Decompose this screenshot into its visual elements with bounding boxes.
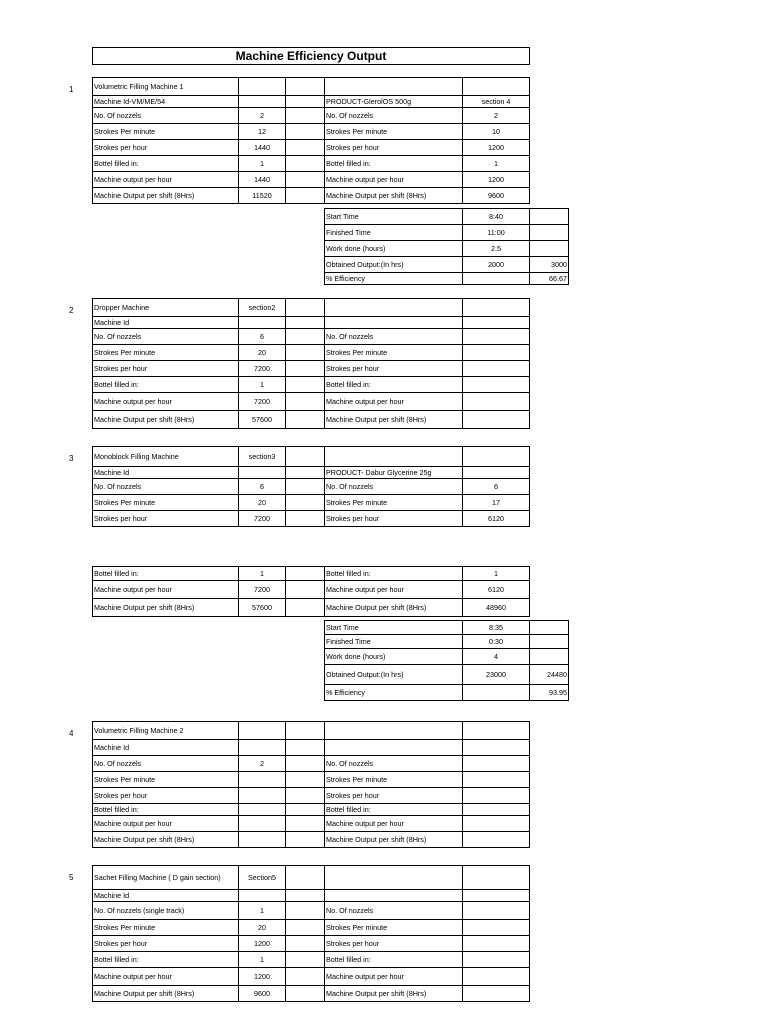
table-row <box>325 665 569 685</box>
table-cell: Strokes per hour <box>93 788 239 804</box>
table-cell <box>286 96 325 108</box>
table-cell <box>463 920 530 936</box>
table-cell: 11520 <box>239 188 286 204</box>
table-cell <box>325 299 463 317</box>
table-cell: 2000 <box>463 257 530 273</box>
table-cell: 1200 <box>463 140 530 156</box>
table-cell <box>239 722 286 740</box>
table-row <box>93 140 530 156</box>
table-cell <box>325 317 463 329</box>
table-cell <box>286 567 325 581</box>
table-cell: Bottel filled in: <box>325 952 463 968</box>
table-cell: Strokes Per minute <box>93 495 239 511</box>
table-row <box>325 621 569 635</box>
table-cell <box>239 890 286 902</box>
table-cell <box>463 685 530 701</box>
table-cell <box>286 920 325 936</box>
table-cell <box>463 804 530 816</box>
table-row <box>93 722 530 740</box>
table-row <box>93 952 530 968</box>
table-cell: 93.95 <box>530 685 569 701</box>
table-cell: % Efficiency <box>325 273 463 285</box>
table-cell: Bottel filled in: <box>93 377 239 393</box>
table-row <box>93 108 530 124</box>
table-cell <box>286 108 325 124</box>
table-cell: Monoblock Filling Machine <box>93 447 239 467</box>
table-cell <box>463 968 530 986</box>
table-cell <box>463 952 530 968</box>
table-cell <box>463 273 530 285</box>
table-cell: 8:40 <box>463 209 530 225</box>
table-cell: Machine output per hour <box>93 581 239 599</box>
table-row <box>93 78 530 96</box>
table-cell: Bottel filled in: <box>93 156 239 172</box>
table-cell <box>286 968 325 986</box>
table-cell: 6120 <box>463 581 530 599</box>
table-row <box>93 866 530 890</box>
table-row <box>325 635 569 649</box>
table-row <box>93 172 530 188</box>
table-cell <box>286 411 325 429</box>
table-cell <box>239 96 286 108</box>
table-cell: Volumetric Filling Machine 1 <box>93 78 239 96</box>
table-cell: 7200 <box>239 511 286 527</box>
table-cell <box>286 329 325 345</box>
table-row <box>93 411 530 429</box>
table-cell <box>463 756 530 772</box>
table-cell <box>286 393 325 411</box>
section-index: 5 <box>69 873 74 882</box>
table-cell <box>239 740 286 756</box>
table-cell: Machine output per hour <box>325 393 463 411</box>
table-cell: 7200 <box>239 581 286 599</box>
table-cell <box>286 866 325 890</box>
table-cell: section3 <box>239 447 286 467</box>
table-cell <box>286 832 325 848</box>
table-cell <box>463 299 530 317</box>
data-table <box>92 298 530 429</box>
table-cell <box>530 621 569 635</box>
table-cell: 10 <box>463 124 530 140</box>
table-cell <box>325 890 463 902</box>
table-row <box>93 832 530 848</box>
table-row <box>93 804 530 816</box>
table-row <box>93 816 530 832</box>
data-table <box>92 566 530 617</box>
table-cell <box>286 156 325 172</box>
table-cell: Machine Id <box>93 467 239 479</box>
table-cell <box>530 635 569 649</box>
table-row <box>93 377 530 393</box>
table-cell <box>286 740 325 756</box>
table-cell <box>239 804 286 816</box>
table-cell <box>239 772 286 788</box>
table-cell: 1 <box>239 952 286 968</box>
table-cell <box>463 411 530 429</box>
table-cell: Strokes Per minute <box>93 920 239 936</box>
table-cell <box>463 772 530 788</box>
table-cell <box>286 772 325 788</box>
table-cell <box>286 495 325 511</box>
table-cell: Strokes per hour <box>93 511 239 527</box>
table-row <box>93 936 530 952</box>
table-cell <box>463 832 530 848</box>
table-cell: Finished Time <box>325 635 463 649</box>
table-cell: Strokes Per minute <box>325 920 463 936</box>
table-row <box>325 257 569 273</box>
table-cell <box>286 447 325 467</box>
table-cell: 6120 <box>463 511 530 527</box>
table-row <box>93 788 530 804</box>
table-cell <box>463 788 530 804</box>
table-cell: Strokes Per minute <box>93 345 239 361</box>
table-cell <box>286 479 325 495</box>
table-cell: No. Of nozzels <box>325 902 463 920</box>
table-cell <box>286 317 325 329</box>
table-cell: Machine Id-VM/ME/54 <box>93 96 239 108</box>
data-table <box>92 721 530 848</box>
table-row <box>93 968 530 986</box>
table-cell: Sachet Filling Machine ( D gain section) <box>93 866 239 890</box>
table-cell: 4 <box>463 649 530 665</box>
table-cell: No. Of nozzels <box>325 108 463 124</box>
table-cell: Strokes Per minute <box>93 772 239 788</box>
table-cell: 2 <box>239 108 286 124</box>
table-cell: Machine Output per shift (8Hrs) <box>93 832 239 848</box>
table-cell: Work done (hours) <box>325 241 463 257</box>
table-cell <box>286 986 325 1002</box>
table-cell <box>286 361 325 377</box>
table-cell: Machine output per hour <box>325 581 463 599</box>
table-row <box>93 511 530 527</box>
table-cell <box>463 78 530 96</box>
table-cell <box>325 722 463 740</box>
table-cell: section2 <box>239 299 286 317</box>
table-cell <box>463 377 530 393</box>
table-cell: 1 <box>463 156 530 172</box>
table-cell <box>463 317 530 329</box>
table-cell <box>239 832 286 848</box>
table-cell: Strokes per hour <box>93 361 239 377</box>
table-cell: Bottel filled in: <box>325 567 463 581</box>
table-row <box>93 495 530 511</box>
table-cell <box>286 890 325 902</box>
table-cell: Machine Output per shift (8Hrs) <box>93 188 239 204</box>
table-cell: Strokes per hour <box>325 361 463 377</box>
table-cell <box>325 78 463 96</box>
table-cell <box>286 722 325 740</box>
table-cell: Strokes per hour <box>93 936 239 952</box>
table-cell <box>286 756 325 772</box>
table-cell: Machine output per hour <box>93 968 239 986</box>
table-cell: Bottel filled in: <box>93 952 239 968</box>
table-cell: Bottel filled in: <box>93 567 239 581</box>
table-cell: No. Of nozzels <box>93 756 239 772</box>
table-cell <box>325 866 463 890</box>
table-cell <box>463 816 530 832</box>
table-cell: 6 <box>463 479 530 495</box>
table-cell <box>463 722 530 740</box>
table-cell <box>286 788 325 804</box>
table-cell: 6 <box>239 329 286 345</box>
table-cell: 48960 <box>463 599 530 617</box>
table-cell: Machine output per hour <box>93 816 239 832</box>
table-row <box>93 920 530 936</box>
table-cell: Bottel filled in: <box>325 804 463 816</box>
table-row <box>93 317 530 329</box>
table-row <box>93 345 530 361</box>
table-row <box>93 393 530 411</box>
table-row <box>93 299 530 317</box>
table-cell: 3000 <box>530 257 569 273</box>
table-cell: 1 <box>239 377 286 393</box>
table-cell: Strokes per hour <box>325 788 463 804</box>
table-cell: Machine Id <box>93 890 239 902</box>
table-cell: No. Of nozzels <box>93 329 239 345</box>
table-cell: Bottel filled in: <box>325 377 463 393</box>
table-cell: Machine output per hour <box>325 968 463 986</box>
section-index: 4 <box>69 729 74 738</box>
table-cell <box>463 447 530 467</box>
table-cell <box>463 936 530 952</box>
table-cell: 66.67 <box>530 273 569 285</box>
table-cell <box>239 816 286 832</box>
table-cell: 1 <box>239 156 286 172</box>
table-cell: 2 <box>239 756 286 772</box>
section-index: 3 <box>69 454 74 463</box>
table-cell: 23000 <box>463 665 530 685</box>
table-cell <box>325 740 463 756</box>
table-cell <box>463 467 530 479</box>
table-cell: 12 <box>239 124 286 140</box>
table-cell: No. Of nozzels <box>325 479 463 495</box>
table-cell: Machine Id <box>93 740 239 756</box>
table-cell <box>286 172 325 188</box>
table-cell: Machine Output per shift (8Hrs) <box>93 986 239 1002</box>
table-row <box>93 329 530 345</box>
table-cell: 0:30 <box>463 635 530 649</box>
table-row <box>93 567 530 581</box>
table-cell: Start Time <box>325 621 463 635</box>
table-cell: Strokes Per minute <box>325 124 463 140</box>
table-cell: No. Of nozzels (single track) <box>93 902 239 920</box>
table-cell: 24480 <box>530 665 569 685</box>
table-cell: Strokes Per minute <box>325 772 463 788</box>
table-cell: Strokes per hour <box>93 140 239 156</box>
table-cell: Machine output per hour <box>93 393 239 411</box>
table-cell <box>463 393 530 411</box>
table-cell: Machine Output per shift (8Hrs) <box>325 599 463 617</box>
table-cell: Machine Output per shift (8Hrs) <box>93 599 239 617</box>
table-cell: 7200 <box>239 361 286 377</box>
table-row <box>325 225 569 241</box>
table-cell <box>286 511 325 527</box>
table-cell <box>286 140 325 156</box>
table-row <box>93 96 530 108</box>
table-row <box>93 188 530 204</box>
data-table <box>92 77 530 204</box>
table-cell: 7200 <box>239 393 286 411</box>
table-row <box>93 156 530 172</box>
table-cell: Machine Output per shift (8Hrs) <box>325 986 463 1002</box>
table-cell <box>286 345 325 361</box>
table-cell <box>286 78 325 96</box>
table-cell <box>286 299 325 317</box>
data-table <box>324 208 569 285</box>
table-cell <box>463 866 530 890</box>
table-row <box>93 772 530 788</box>
table-cell <box>463 986 530 1002</box>
table-cell: 1200 <box>239 968 286 986</box>
table-cell: 1 <box>239 567 286 581</box>
data-table <box>92 446 530 527</box>
table-row <box>325 649 569 665</box>
table-cell: 57600 <box>239 599 286 617</box>
table-cell: Machine output per hour <box>93 172 239 188</box>
table-cell <box>463 740 530 756</box>
table-row <box>93 447 530 467</box>
table-row <box>93 890 530 902</box>
table-cell: Machine Output per shift (8Hrs) <box>93 411 239 429</box>
table-cell: Start Time <box>325 209 463 225</box>
table-cell: 1 <box>463 567 530 581</box>
table-cell <box>239 317 286 329</box>
table-cell: No. Of nozzels <box>325 329 463 345</box>
table-cell <box>286 581 325 599</box>
table-row <box>93 581 530 599</box>
table-cell: Machine Output per shift (8Hrs) <box>325 832 463 848</box>
table-cell <box>463 902 530 920</box>
table-cell <box>463 329 530 345</box>
table-cell <box>286 188 325 204</box>
table-cell <box>239 467 286 479</box>
table-row <box>325 241 569 257</box>
table-cell <box>530 649 569 665</box>
table-cell: 6 <box>239 479 286 495</box>
table-cell: Section5 <box>239 866 286 890</box>
table-cell: Strokes Per minute <box>93 124 239 140</box>
table-row <box>325 209 569 225</box>
table-cell <box>463 361 530 377</box>
table-cell: 20 <box>239 920 286 936</box>
table-cell: 1440 <box>239 140 286 156</box>
table-row <box>93 599 530 617</box>
table-cell: No. Of nozzels <box>93 108 239 124</box>
table-row <box>93 756 530 772</box>
table-cell: No. Of nozzels <box>325 756 463 772</box>
table-cell: Strokes Per minute <box>325 345 463 361</box>
table-row <box>325 685 569 701</box>
table-cell <box>286 377 325 393</box>
table-cell: 20 <box>239 345 286 361</box>
table-row <box>93 479 530 495</box>
table-row <box>93 361 530 377</box>
table-cell: 9600 <box>463 188 530 204</box>
table-cell <box>530 225 569 241</box>
table-cell: 2 <box>463 108 530 124</box>
table-cell: Dropper Machine <box>93 299 239 317</box>
table-cell: 1 <box>239 902 286 920</box>
data-table <box>92 865 530 1002</box>
table-cell: Strokes per hour <box>325 936 463 952</box>
table-row <box>93 467 530 479</box>
table-cell: Bottel filled in: <box>93 804 239 816</box>
table-cell: 1200 <box>239 936 286 952</box>
table-cell <box>286 902 325 920</box>
table-cell <box>239 788 286 804</box>
table-cell: PRODUCT- Dabur Glycerine 25g <box>325 467 463 479</box>
section-index: 1 <box>69 85 74 94</box>
table-cell: Obtained Output:(In hrs) <box>325 257 463 273</box>
table-cell: Machine output per hour <box>325 172 463 188</box>
table-cell <box>286 952 325 968</box>
table-cell: 57600 <box>239 411 286 429</box>
table-cell: Machine output per hour <box>325 816 463 832</box>
table-row <box>93 986 530 1002</box>
table-cell: section 4 <box>463 96 530 108</box>
table-cell <box>463 890 530 902</box>
table-cell: % Efficiency <box>325 685 463 701</box>
table-cell: 11:00 <box>463 225 530 241</box>
table-cell <box>530 241 569 257</box>
table-cell <box>286 936 325 952</box>
table-cell <box>286 467 325 479</box>
table-cell: Machine Id <box>93 317 239 329</box>
table-cell: 20 <box>239 495 286 511</box>
table-cell <box>286 124 325 140</box>
table-cell: Strokes per hour <box>325 140 463 156</box>
table-cell: Strokes per hour <box>325 511 463 527</box>
table-cell: PRODUCT-GlerolOS 500g <box>325 96 463 108</box>
table-cell: 2.5 <box>463 241 530 257</box>
table-row <box>93 740 530 756</box>
table-cell: No. Of nozzels <box>93 479 239 495</box>
section-index: 2 <box>69 306 74 315</box>
table-cell: Strokes Per minute <box>325 495 463 511</box>
table-cell: Obtained Output:(In hrs) <box>325 665 463 685</box>
table-cell: Machine Output per shift (8Hrs) <box>325 188 463 204</box>
table-cell: 8:35 <box>463 621 530 635</box>
table-cell <box>286 599 325 617</box>
table-cell: Bottel filled in: <box>325 156 463 172</box>
data-table <box>324 620 569 701</box>
page-title: Machine Efficiency Output <box>92 47 530 65</box>
table-cell: Work done (hours) <box>325 649 463 665</box>
table-cell: 1440 <box>239 172 286 188</box>
table-cell: 9600 <box>239 986 286 1002</box>
table-cell: Volumetric Filling Machine 2 <box>93 722 239 740</box>
table-row <box>325 273 569 285</box>
table-row <box>93 124 530 140</box>
table-cell <box>286 816 325 832</box>
table-cell <box>325 447 463 467</box>
table-cell: 1200 <box>463 172 530 188</box>
table-cell: Machine Output per shift (8Hrs) <box>325 411 463 429</box>
table-cell <box>239 78 286 96</box>
table-cell: 17 <box>463 495 530 511</box>
table-row <box>93 902 530 920</box>
table-cell <box>463 345 530 361</box>
table-cell <box>530 209 569 225</box>
table-cell <box>286 804 325 816</box>
table-cell: Finished Time <box>325 225 463 241</box>
